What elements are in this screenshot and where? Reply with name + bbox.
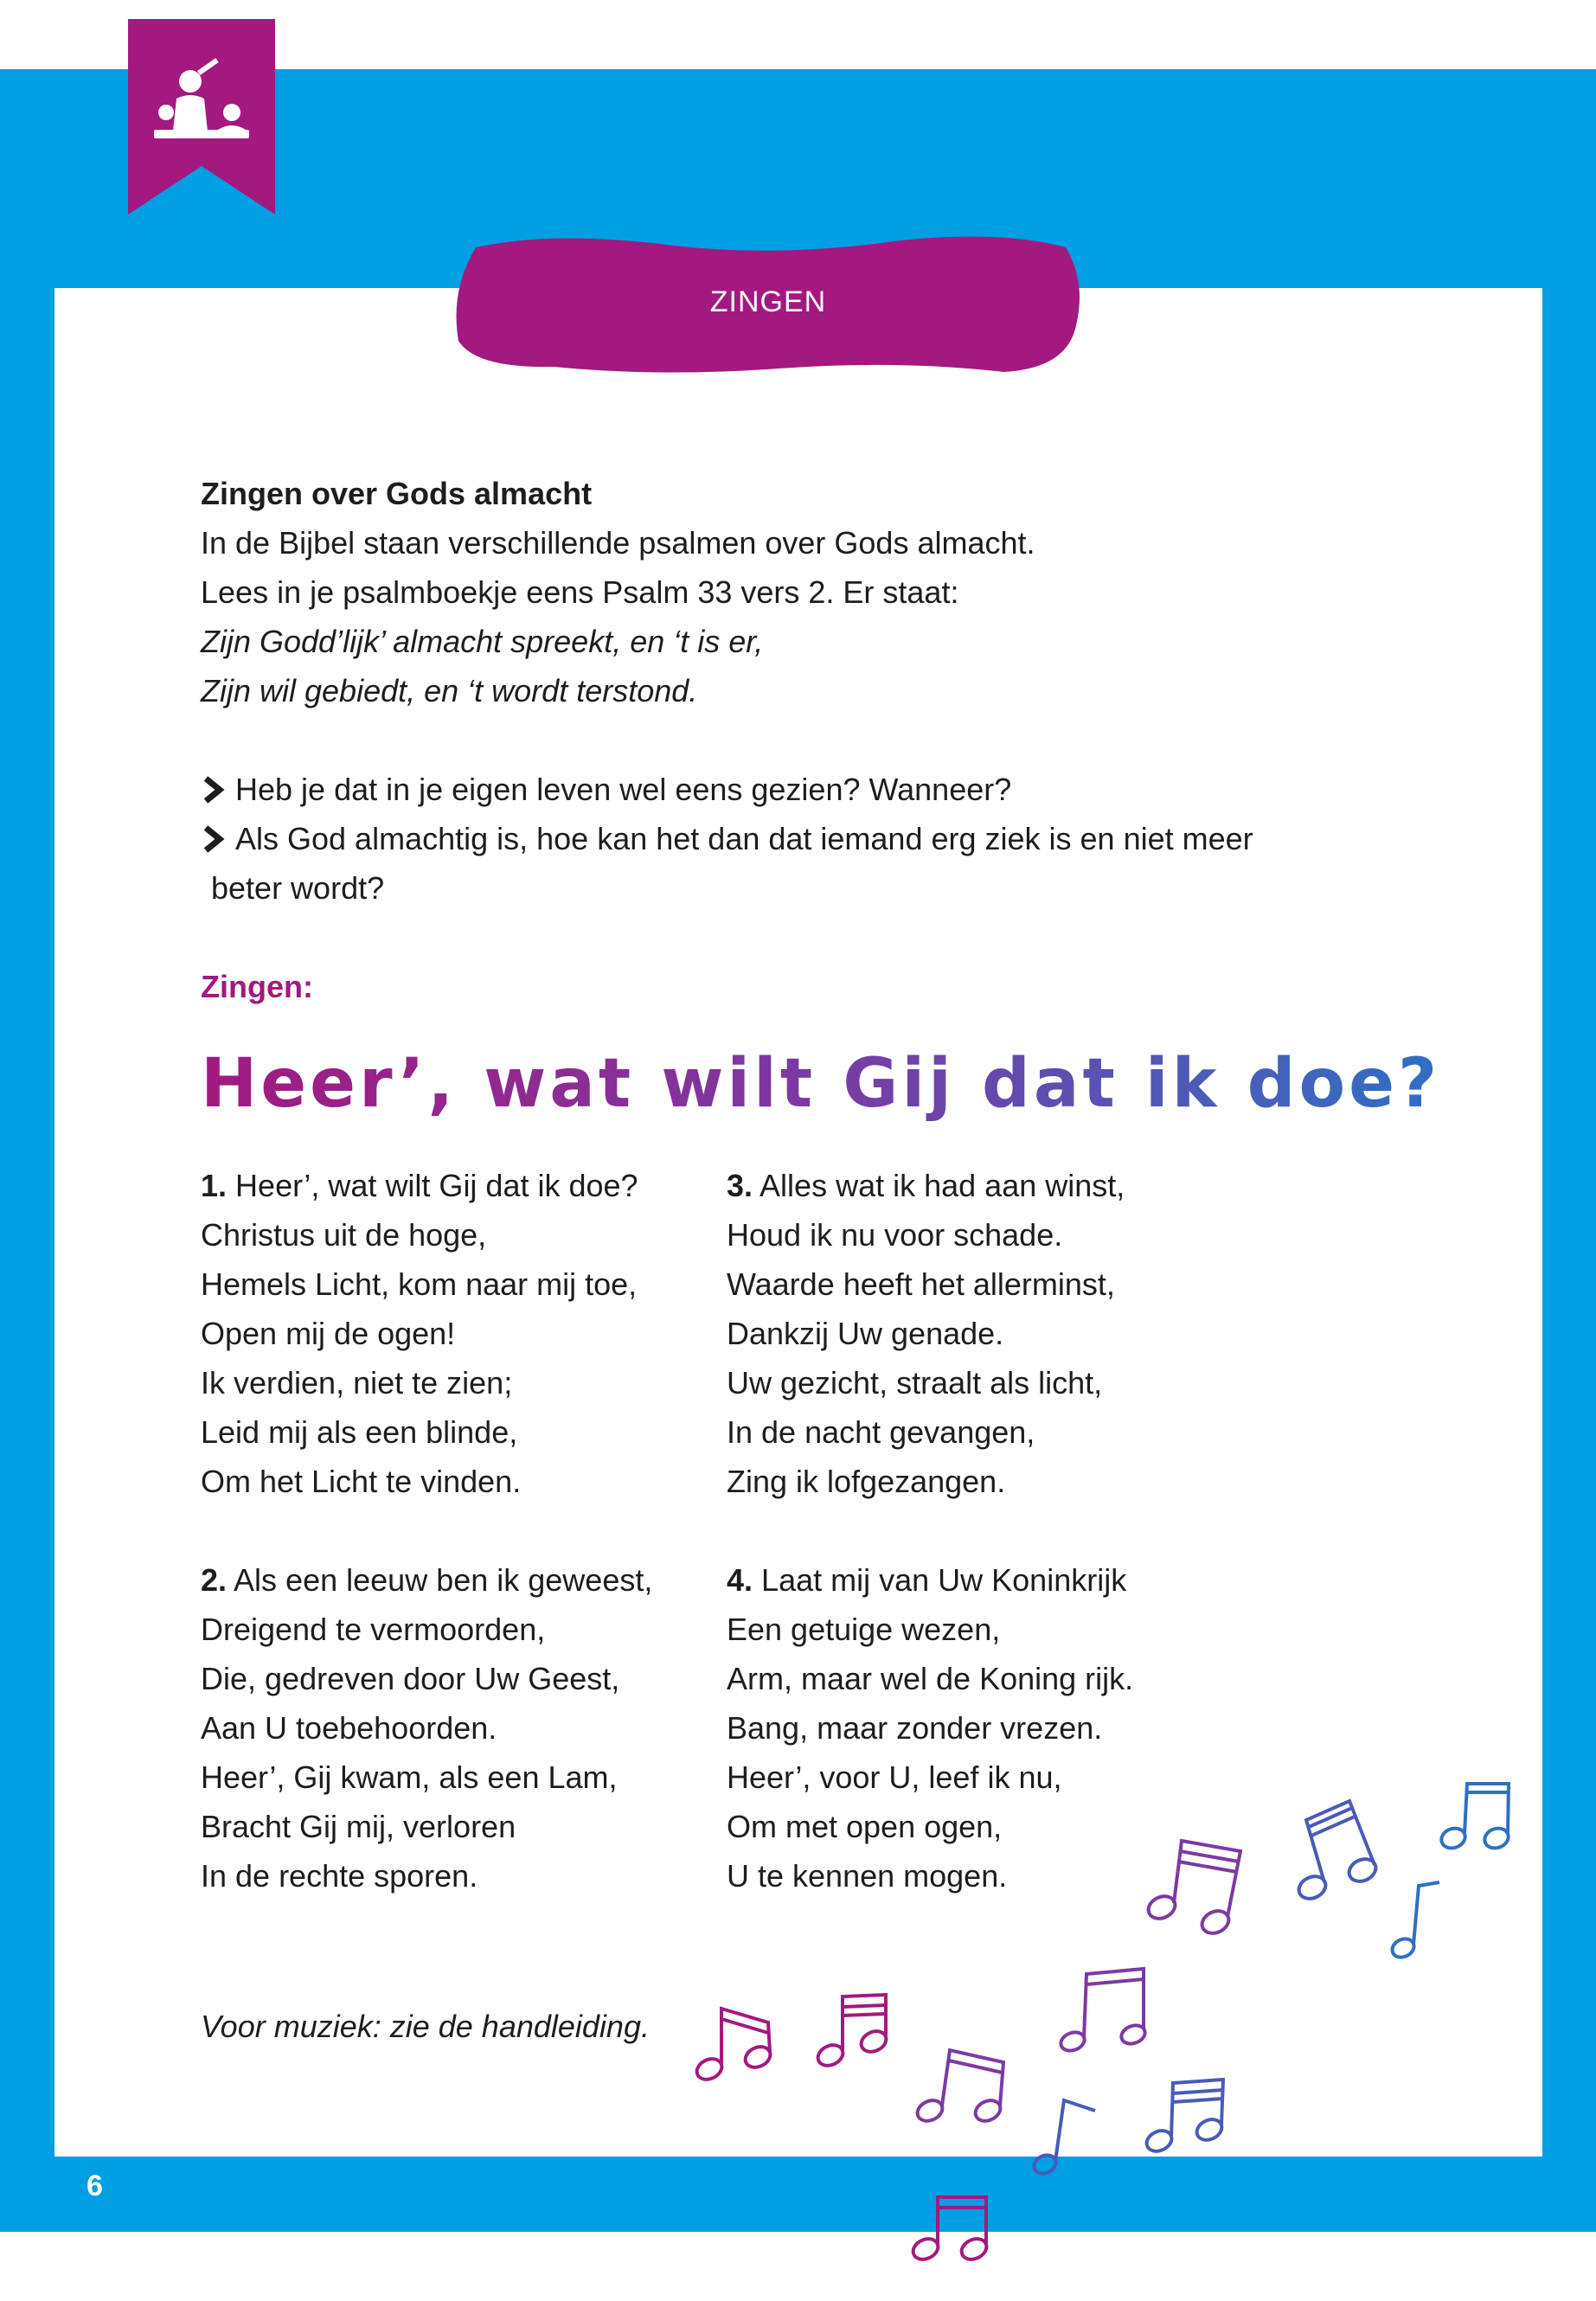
verses-column-left: [201, 1161, 720, 1950]
verse: [727, 1555, 1246, 1900]
verse-line: Heer’, voor U, leef ik nu,: [727, 1759, 1062, 1795]
question-text: Als God almachtig is, hoe kan het dan dat iemand erg ziek is en niet meer: [235, 821, 1253, 856]
chevron-right-icon: [201, 814, 227, 863]
verse-line: Waarde heeft het allerminst,: [727, 1266, 1115, 1302]
verse-line: Als een leeuw ben ik geweest,: [234, 1562, 653, 1598]
verse-line: Ik verdien, niet te zien;: [201, 1365, 513, 1400]
intro-line: Lees in je psalmboekje eens Psalm 33 vers 2. Er staat:: [201, 574, 959, 610]
verse-number: 3.: [727, 1168, 753, 1203]
song-title: Heer’, wat wilt Gij dat ik doe?: [201, 1036, 1440, 1131]
psalm-quote-line: Zijn wil gebiedt, en ‘t wordt terstond.: [201, 673, 698, 708]
verse-line: Dreigend te vermoorden,: [201, 1612, 546, 1647]
verse-line: Aan U toebehoorden.: [201, 1710, 497, 1746]
verse-line: In de nacht gevangen,: [727, 1414, 1035, 1450]
verse-line: Leid mij als een blinde,: [201, 1414, 518, 1450]
intro-line: In de Bijbel staan verschillende psalmen over Gods almacht.: [201, 525, 1035, 561]
verse-line: Houd ik nu voor schade.: [727, 1217, 1063, 1253]
verse-line: Uw gezicht, straalt als licht,: [727, 1365, 1103, 1400]
verses-column-right: [727, 1161, 1246, 1950]
page-number: 6: [87, 2170, 103, 2202]
verse-line: Arm, maar wel de Koning rijk.: [727, 1661, 1134, 1696]
question-item: [201, 765, 1412, 814]
verse-line: Laat mij van Uw Koninkrijk: [761, 1562, 1127, 1598]
verse-line: Om met open ogen,: [727, 1809, 1003, 1844]
section-label: ZINGEN: [709, 285, 827, 318]
verse-line: Hemels Licht, kom naar mij toe,: [201, 1266, 638, 1302]
verse-line: Bang, maar zonder vrezen.: [727, 1710, 1103, 1746]
verse-line: Heer’, Gij kwam, als een Lam,: [201, 1759, 618, 1795]
verse-line: Open mij de ogen!: [201, 1316, 456, 1351]
verse-line: Dankzij Uw genade.: [727, 1316, 1004, 1351]
verse-line: U te kennen mogen.: [727, 1858, 1008, 1894]
verse-line: Alles wat ik had aan winst,: [760, 1168, 1125, 1203]
question-item: [201, 814, 1412, 863]
verse-line: Christus uit de hoge,: [201, 1217, 487, 1253]
sing-label: Zingen:: [201, 969, 313, 1004]
question-text: Heb je dat in je eigen leven wel eens gezien? Wanneer?: [235, 772, 1012, 807]
verse-line: In de rechte sporen.: [201, 1858, 478, 1894]
verse-line: Heer’, wat wilt Gij dat ik doe?: [235, 1168, 638, 1203]
psalm-quote-line: Zijn Godd’lijk’ almacht spreekt, en ‘t is er,: [201, 624, 764, 659]
verse: [727, 1161, 1246, 1506]
intro-heading: Zingen over Gods almacht: [201, 476, 593, 511]
activity-bookmark: [128, 19, 275, 215]
verse: [201, 1555, 720, 1900]
intro-block: [201, 469, 1412, 1011]
verse-line: Bracht Gij mij, verloren: [201, 1809, 516, 1844]
verse: [201, 1161, 720, 1506]
torn-paper-edge: [0, 2024, 1596, 2249]
verse-line: Om het Licht te vinden.: [201, 1464, 522, 1499]
verse-line: Een getuige wezen,: [727, 1612, 1001, 1647]
verse-number: 2.: [201, 1562, 228, 1598]
verse-line: Die, gedreven door Uw Geest,: [201, 1661, 620, 1696]
chevron-right-icon: [201, 765, 227, 814]
question-text-continued: beter wordt?: [211, 870, 385, 906]
verse-number: 4.: [727, 1562, 753, 1598]
verse-number: 1.: [201, 1168, 228, 1203]
music-reference-note: Voor muziek: zie de handleiding.: [201, 2009, 650, 2044]
verse-line: Zing ik lofgezangen.: [727, 1464, 1006, 1499]
